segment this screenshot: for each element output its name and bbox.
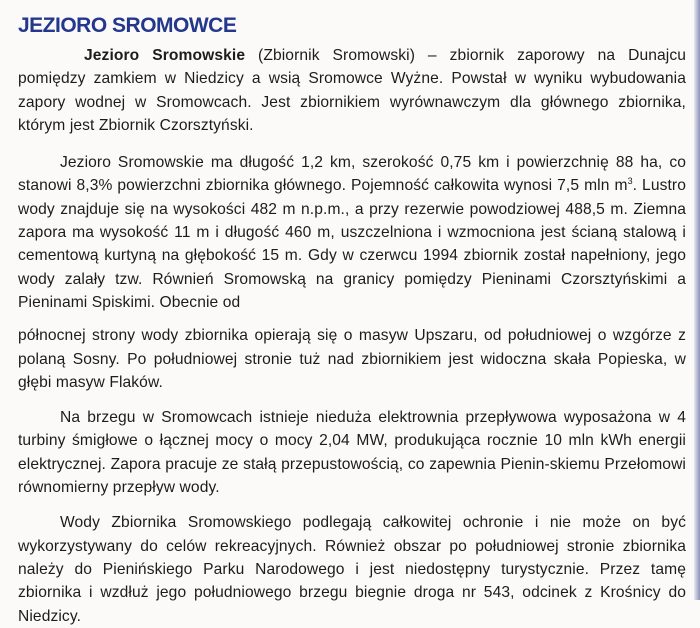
paragraph-protection: Wody Zbiornika Sromowskiego podlegają całkowitej ochronie i nie może on być wykorzystywany do celów rekreacyjnych. Również obszar po południowej stronie zbiornika należy do Pienińskiego Parku Narodowego i jest niedostępny turystycznie. Przez tamę zbiornika i wzdłuż jego południowego brzegu biegnie droga nr 543, odcinek z Krośnicy do Niedzicy. (18, 514, 686, 625)
page-title: JEZIORO SROMOWCE (18, 14, 237, 37)
paragraph-dimensions-text-b: . Lustro wody znajduje się na wysokości 482 m n.p.m., a przy rezerwie powodziowej 488,5 m. Ziemna zapora ma wysokość 11 m i długość 460 m, uszczelniona i wzmocniona jest ścianą stalową i cementową kurtyną na głębokość 15 m. Gdy w czerwcu 1994 zbiornik został napełniony, jego wody zalały tzw. Równień Sromowską na granicy pomiędzy Pieninami Czorsztyńskimi a Pieninami Spiskimi. Obecnie od (18, 177, 686, 311)
cubic-superscript: 3 (627, 176, 633, 187)
paragraph-power-plant: Na brzegu w Sromowcach istnieje nieduża elektrownia przepływowa wyposażona w 4 turbiny śmigłowe o łącznej mocy o mocy 2,04 MW, produkująca rocznie 10 mln kWh energii elektrycznej. Zapora pracuje ze stałą przepustowością, co zapewnia Pienin-skiemu Przełomowi równomierny przepływ wody. (18, 409, 686, 497)
paragraph-dimensions (18, 151, 686, 314)
lake-name-bold: Jezioro Sromowskie (84, 47, 246, 64)
paragraph-surroundings: północnej strony wody zbiornika opierają się o masyw Upszaru, od południowej o wzgórze z polaną Sosny. Po południowej stronie tuż nad zbiornikiem jest widoczna skała Popieska, w głębi masyw Flaków. (18, 327, 686, 391)
page-edge-decoration (694, 0, 700, 600)
paragraph-intro (18, 44, 686, 137)
paragraph-intro-text: (Zbiornik Sromowski) – zbiornik zaporowy na Dunajcu pomiędzy zamkiem w Niedzicy a wsią Sromowce Wyżne. Powstał w wyniku wybudowania zapory wodnej w Sromowcach. Jest zbiornikiem wyrównawczym dla głównego zbiornika, którym jest Zbiornik Czorsztyński. (18, 47, 687, 134)
paragraph-dimensions-text-a: Jezioro Sromowskie ma długość 1,2 km, szerokość 0,75 km i powierzchnię 88 ha, co stanowi 8,3% powierzchni zbiornika głównego. Pojemność całkowita wynosi 7,5 mln m (18, 154, 686, 195)
